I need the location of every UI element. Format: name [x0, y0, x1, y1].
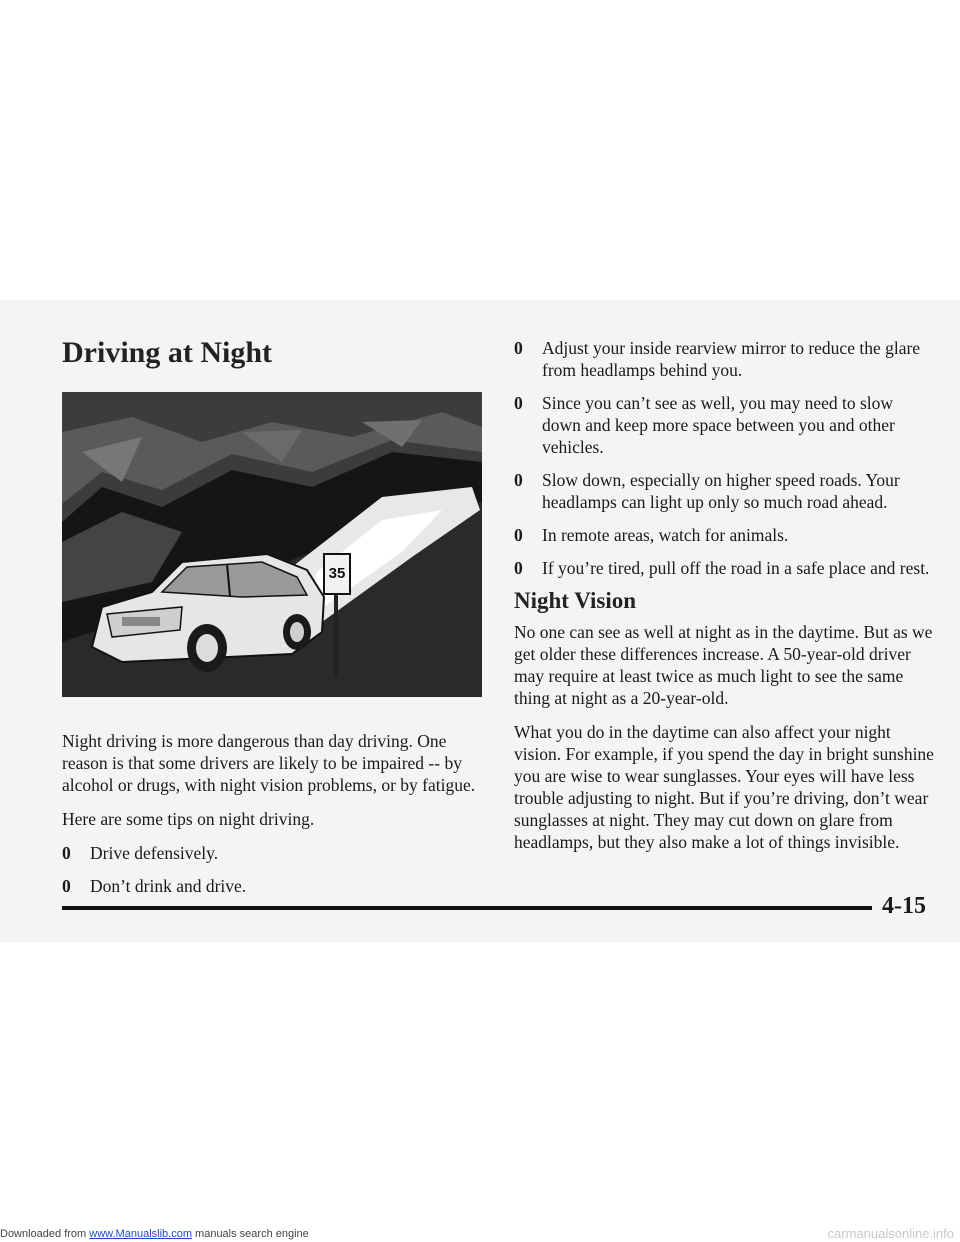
- tip-text: Drive defensively.: [90, 843, 219, 863]
- daytime-effects-paragraph: What you do in the daytime can also affect your night vision. For example, if you spend the day in bright sunshine you are wise to wear sunglasses. Your eyes will have less trouble adjusting to night. But if you’re driving, don’t wear sunglasses at night. They may cut down on glare from headlamps, but they also make a lot of things invisible.: [514, 722, 934, 852]
- tip-text: If you’re tired, pull off the road in a safe place and rest.: [542, 558, 930, 578]
- tip-item: [514, 392, 934, 458]
- tips-list-left: [62, 842, 482, 897]
- tip-item: [514, 469, 934, 513]
- intro-paragraph: Night driving is more dangerous than day driving. One reason is that some drivers are likely to be impaired -- by alcohol or drugs, with night vision problems, or by fatigue.: [62, 731, 476, 795]
- footer-suffix: manuals search engine: [191, 1228, 309, 1240]
- tip-item: [62, 842, 482, 864]
- tip-item: [514, 337, 934, 381]
- tip-text: Since you can’t see as well, you may need to slow down and keep more space between you and other vehicles.: [542, 393, 895, 457]
- tip-text: Slow down, especially on higher speed roads. Your headlamps can light up only so much road ahead.: [542, 470, 900, 512]
- tip-text: Don’t drink and drive.: [90, 876, 247, 896]
- watermark: carmanualsonline.info: [827, 1226, 954, 1241]
- tip-text: In remote areas, watch for animals.: [542, 525, 789, 545]
- bullet-symbol: 0: [514, 525, 523, 545]
- bullet-symbol: 0: [514, 393, 523, 413]
- speed-sign-number: 35: [328, 565, 346, 582]
- tip-item: [514, 524, 934, 546]
- night-vision-paragraph: No one can see as well at night as in the daytime. But as we get older these differences increase. A 50-year-old driver may require at least twice as much light to see the same thing at night as a 20-year-old.: [514, 622, 933, 708]
- section-heading-night-vision: Night Vision: [514, 588, 637, 613]
- bullet-symbol: 0: [514, 558, 523, 578]
- bullet-symbol: 0: [62, 843, 71, 863]
- footer-rule: [62, 906, 872, 910]
- tips-intro: Here are some tips on night driving.: [62, 809, 315, 829]
- tip-text: Adjust your inside rearview mirror to reduce the glare from headlamps behind you.: [542, 338, 921, 380]
- bullet-symbol: 0: [62, 876, 71, 896]
- page-number: 4-15: [882, 893, 926, 919]
- right-column: [514, 337, 934, 865]
- left-column: [62, 730, 482, 908]
- bullet-symbol: 0: [514, 470, 523, 490]
- page-title: Driving at Night: [62, 336, 272, 369]
- download-footer: [0, 1228, 309, 1240]
- tip-item: [62, 875, 482, 897]
- manualslib-link[interactable]: www.Manualslib.com: [89, 1228, 192, 1240]
- tips-list-right: [514, 337, 934, 579]
- bullet-symbol: 0: [514, 338, 523, 358]
- illustration-svg: [62, 392, 482, 697]
- footer-prefix: Downloaded from: [0, 1228, 90, 1240]
- tip-item: [514, 557, 934, 579]
- night-driving-illustration: [62, 392, 482, 697]
